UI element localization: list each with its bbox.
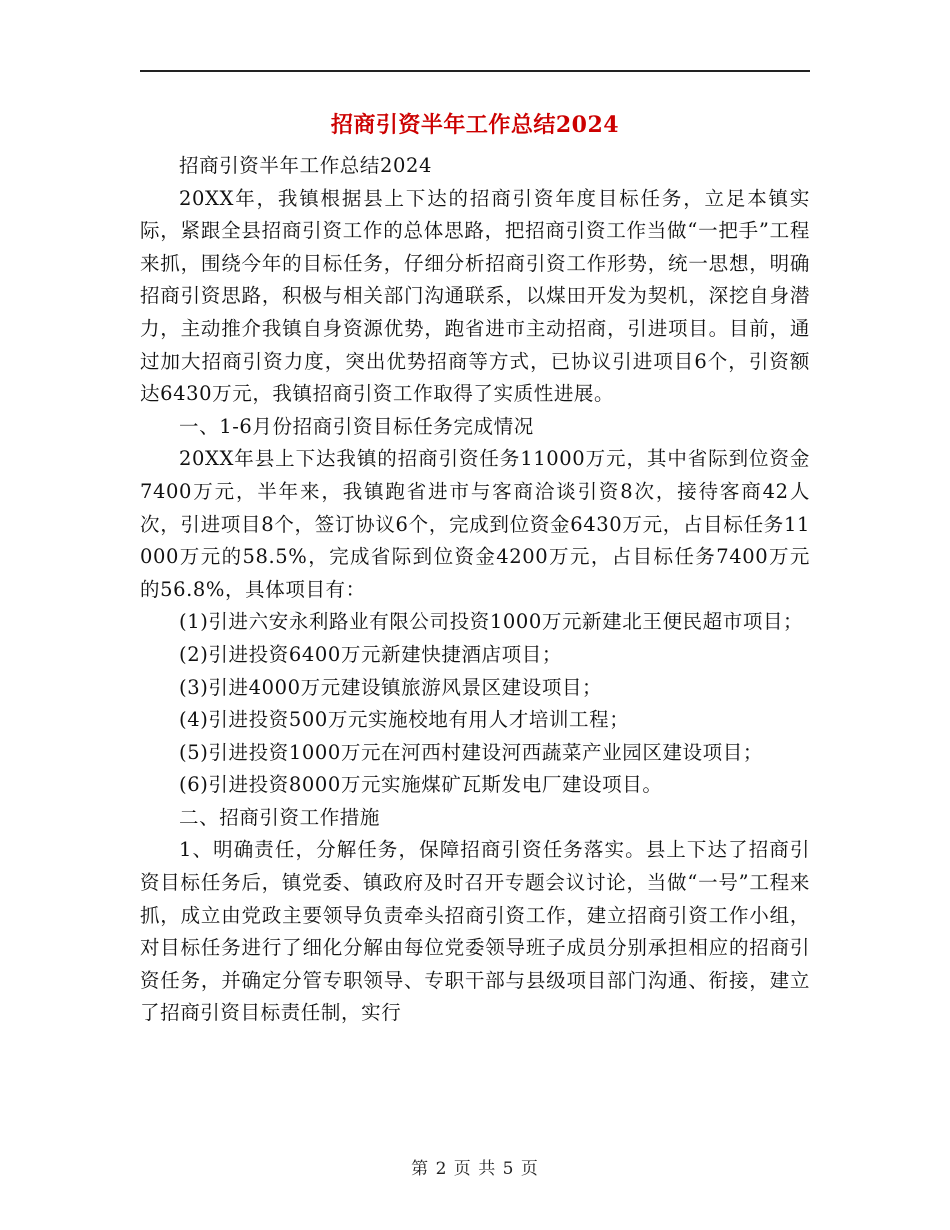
section-heading-1: 一、1-6月份招商引资目标任务完成情况 bbox=[179, 414, 534, 438]
header-rule bbox=[140, 70, 810, 72]
project-item-4: (4)引进投资500万元实施校地有用人才培训工程； bbox=[179, 708, 630, 732]
paragraph-measure-1: 1、明确责任，分解任务，保障招商引资任务落实。县上下达了招商引资目标任务后，镇党委、镇政府及时召开专题会议讨论，当做“一号”工程来抓，成立由党政主要领导负责牵头招商引资工作，建立招商引资工作小组，对目标任务进行了细化分解由每位党委领导班子成员分别承担相应的招商引资任务，并确定分管专职领导、专职干部与县级项目部门沟通、衔接，建立了招商引资目标责任制，实行 bbox=[140, 838, 810, 1025]
paragraph-subtitle: 招商引资半年工作总结2024 bbox=[179, 154, 433, 177]
document-title: 招商引资半年工作总结2024 bbox=[330, 112, 620, 138]
page-number: 第 2 页 共 5 页 bbox=[411, 1159, 539, 1179]
paragraph-progress: 20XX年县上下达我镇的招商引资任务11000万元，其中省际到位资金7400万元，半年来，我镇跑省进市与客商洽谈引资8次，接待客商42人次，引进项目8个，签订协议6个，完成到位资金6430万元，占目标任务11000万元的58.5%，完成省际到位资金4200万元，占目标任务7400万元的56.8%，具体项目有： bbox=[140, 447, 810, 601]
project-item-5: (5)引进投资1000万元在河西村建设河西蔬菜产业园区建设项目； bbox=[179, 740, 763, 764]
project-item-3: (3)引进4000万元建设镇旅游风景区建设项目； bbox=[179, 675, 603, 699]
section-heading-2: 二、招商引资工作措施 bbox=[179, 805, 381, 829]
project-item-2: (2)引进投资6400万元新建快捷酒店项目； bbox=[179, 642, 562, 666]
project-item-1: (1)引进六安永利路业有限公司投资1000万元新建北王便民超市项目； bbox=[179, 610, 804, 634]
paragraph-intro: 20XX年，我镇根据县上下达的招商引资年度目标任务，立足本镇实际，紧跟全县招商引资工作的总体思路，把招商引资工作当做“一把手”工程来抓，围绕今年的目标任务，仔细分析招商引资工作形势，统一思想，明确招商引资思路，积极与相关部门沟通联系，以煤田开发为契机，深挖自身潜力，主动推介我镇自身资源优势，跑省进市主动招商，引进项目。目前，通过加大招商引资力度，突出优势招商等方式，已协议引进项目6个，引资额达6430万元，我镇招商引资工作取得了实质性进展。 bbox=[140, 186, 810, 406]
project-item-6: (6)引进投资8000万元实施煤矿瓦斯发电厂建设项目。 bbox=[179, 773, 663, 797]
document-body bbox=[140, 150, 810, 1030]
